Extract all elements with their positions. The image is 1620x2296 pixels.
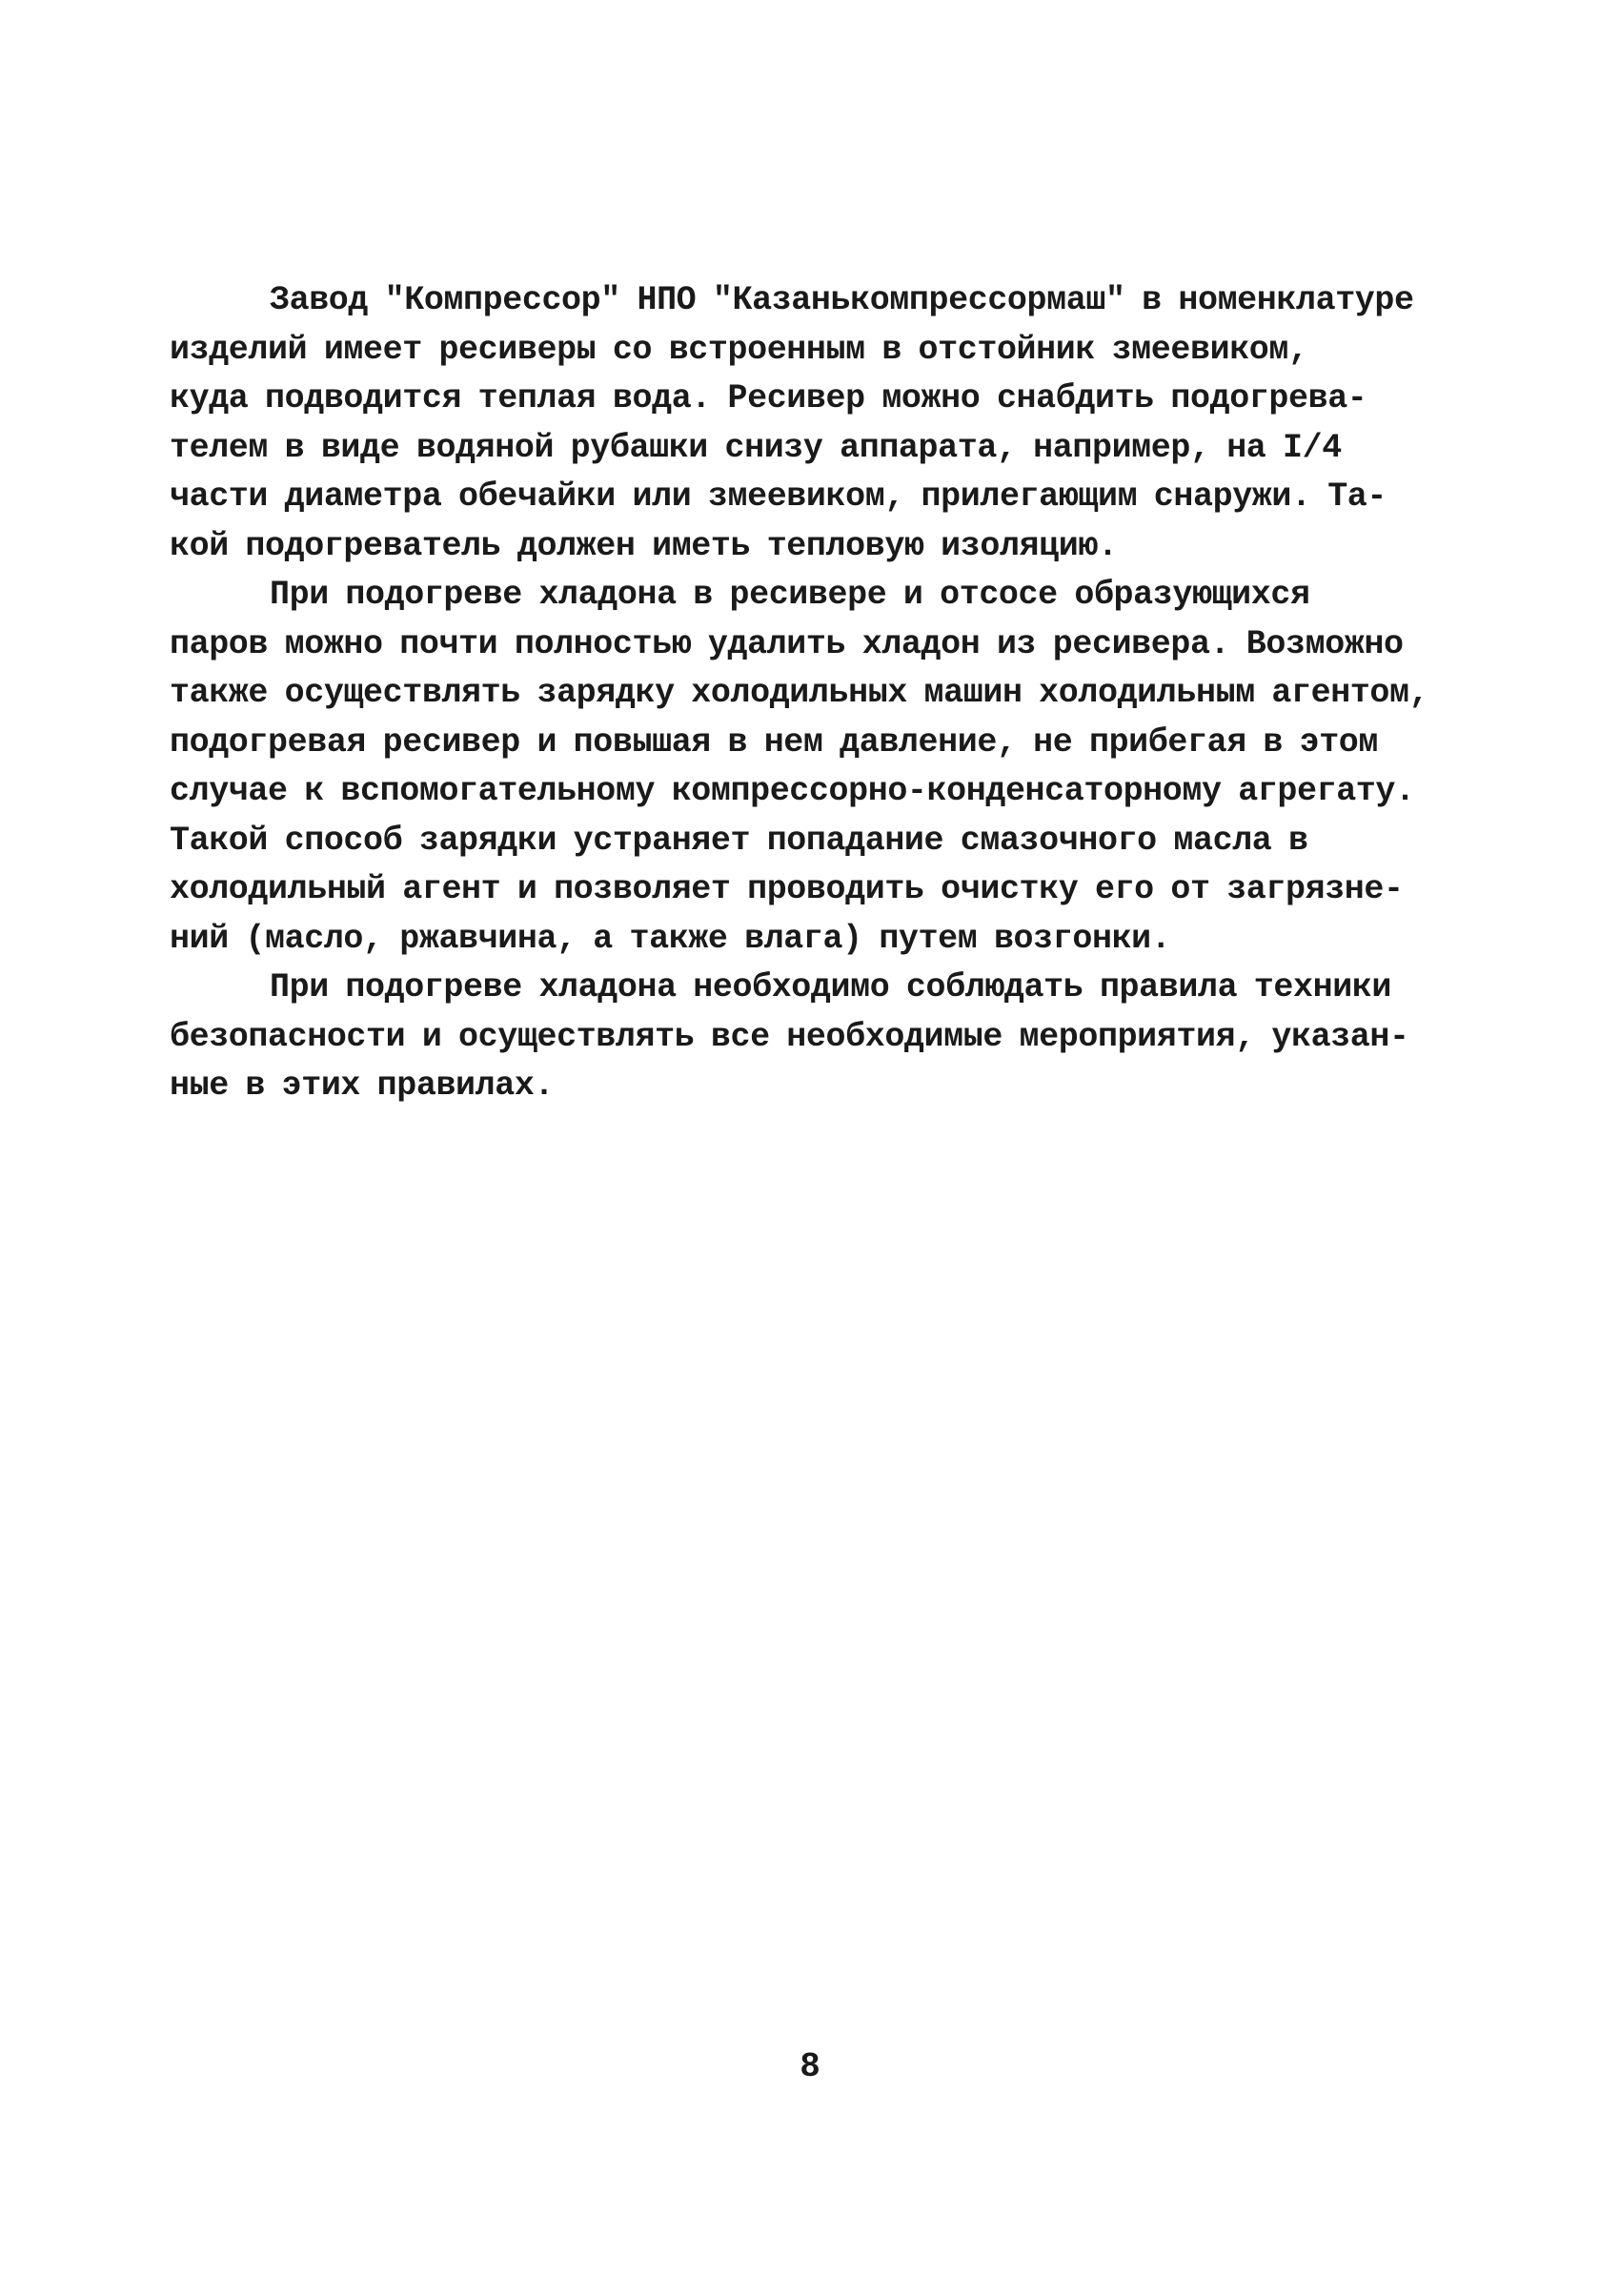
paragraph-1-line-2: изделий имеет ресиверы со встроенным в отстойник змеевиком, xyxy=(170,330,1308,369)
paragraph-1-line-3: куда подводится теплая вода. Ресивер можно снабдить подогрева- xyxy=(170,379,1367,417)
paragraph-2-line-1: При подогреве хладона в ресивере и отсосе образующихся xyxy=(270,576,1310,614)
paragraph-2-line-2: паров можно почти полностью удалить хладон из ресивера. Возможно xyxy=(170,624,1404,663)
paragraph-1-line-4: телем в виде водяной рубашки снизу аппарата, например, на I/4 xyxy=(170,428,1342,467)
paragraph-2-line-6: Такой способ зарядки устраняет попадание смазочного масла в xyxy=(170,821,1308,860)
paragraph-3-line-3: ные в этих правилах. xyxy=(170,1067,555,1105)
paragraph-2-line-7: холодильный агент и позволяет проводить очистку его от загрязне- xyxy=(170,870,1404,908)
paragraph-2-line-8: ний (масло, ржавчина, а также влага) путем возгонки. xyxy=(170,919,1171,958)
paragraph-2-line-5: случае к вспомогательному компрессорно-конденсаторному агрегату. xyxy=(170,772,1415,810)
page-number: 8 xyxy=(800,2047,820,2086)
paragraph-2-line-3: также осуществлять зарядку холодильных машин холодильным агентом, xyxy=(170,674,1429,712)
paragraph-2-line-4: подогревая ресивер и повышая в нем давление, не прибегая в этом xyxy=(170,722,1379,762)
paragraph-3-line-2: безопасности и осуществлять все необходимые мероприятия, указан- xyxy=(170,1017,1409,1056)
paragraph-1-line-6: кой подогреватель должен иметь тепловую изоляцию. xyxy=(170,526,1118,565)
paragraph-1-line-5: части диаметра обечайки или змеевиком, прилегающим снаружи. Та- xyxy=(170,477,1387,516)
body-text xyxy=(170,276,1485,1111)
paragraph-1-line-1: Завод "Компрессор" НПО "Казанькомпрессормаш" в номенклатуре xyxy=(270,281,1414,319)
paragraph-3-line-1: При подогреве хладона необходимо соблюдать правила техники xyxy=(270,968,1391,1006)
